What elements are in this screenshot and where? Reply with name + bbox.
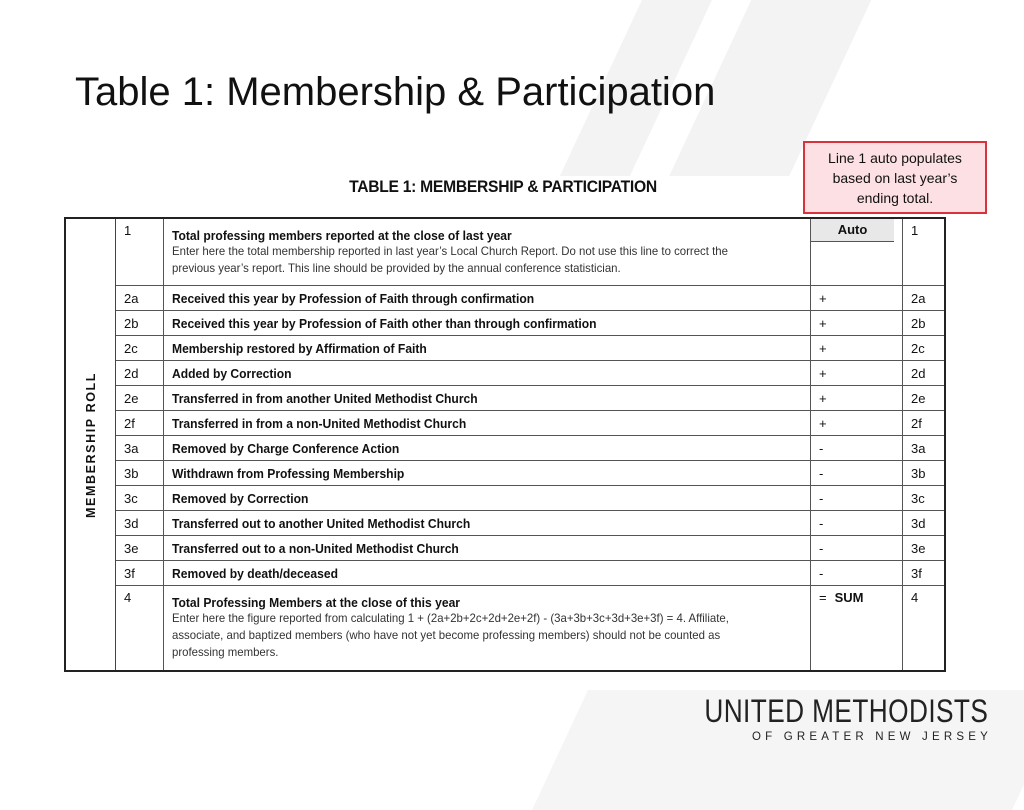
line-label: Removed by Correction	[172, 490, 309, 506]
line-sign: -	[811, 536, 903, 560]
table-row	[116, 536, 944, 561]
line-sign: -	[811, 436, 903, 460]
line-description	[164, 286, 811, 310]
line-description	[164, 361, 811, 385]
line-number: 3a	[116, 436, 164, 460]
line-label: Removed by Charge Conference Action	[172, 440, 400, 456]
line-number: 3b	[116, 461, 164, 485]
line-ref: 4	[911, 590, 919, 606]
line-ref: 3e	[911, 540, 926, 556]
line-number: 2a	[116, 286, 164, 310]
table-row	[116, 461, 944, 486]
line-title: Total Professing Members at the close of this year	[172, 595, 461, 611]
line-label: Transferred out to another United Methodist Church	[172, 515, 471, 531]
line-number: 2e	[116, 386, 164, 410]
line-ref: 3b	[911, 465, 926, 481]
line-sign: +	[811, 336, 903, 360]
line-label: Received this year by Profession of Faith through confirmation	[172, 290, 535, 306]
sign-prefix: =	[819, 590, 827, 606]
line-sign: +	[811, 386, 903, 410]
line-description	[164, 511, 811, 535]
line-number: 3e	[116, 536, 164, 560]
table-title: TABLE 1: MEMBERSHIP & PARTICIPATION	[349, 177, 657, 196]
line-number: 2c	[116, 336, 164, 360]
table-row	[116, 436, 944, 461]
line-sign: +	[811, 311, 903, 335]
slide-title: Table 1: Membership & Participation	[75, 70, 716, 114]
line-ref: 2a	[911, 290, 926, 306]
line-ref: 2f	[911, 415, 922, 431]
line-description	[164, 311, 811, 335]
line-description	[164, 411, 811, 435]
line-items	[116, 286, 944, 586]
line-sign	[811, 586, 903, 670]
table-row	[116, 411, 944, 436]
table-image	[54, 176, 952, 680]
line-label: Transferred out to a non-United Methodist Church	[172, 540, 459, 556]
line-number: 2f	[116, 411, 164, 435]
table-row	[116, 386, 944, 411]
line-ref: 3a	[911, 440, 926, 456]
table-row	[116, 311, 944, 336]
table-rows	[116, 219, 944, 670]
line-description	[164, 536, 811, 560]
line-label: Transferred in from another United Methodist Church	[172, 390, 478, 406]
line-ref: 2d	[911, 365, 926, 381]
line-sign: -	[811, 561, 903, 585]
line-number: 3f	[116, 561, 164, 585]
line-number: 2b	[116, 311, 164, 335]
line-instructions: Enter here the figure reported from calculating 1 + (2a+2b+2c+2d+2e+2f) - (3a+3b+3c+3d+3e+3f) = 4. Affiliate, associate, and baptized members (who have not yet become professing members) should not be counted as professing members.	[172, 611, 729, 660]
line-description	[164, 486, 811, 510]
line-label: Removed by death/deceased	[172, 565, 338, 581]
table-row	[116, 511, 944, 536]
line-sign: +	[811, 286, 903, 310]
line-description	[164, 336, 811, 360]
line-title: Total professing members reported at the close of last year	[172, 227, 512, 243]
logo-tagline: OF GREATER NEW JERSEY	[751, 731, 992, 743]
line-instructions: Enter here the total membership reported in last year’s Local Church Report. Do not use this line to correct the previous year’s report. This line should be provided by the annual conference statistician.	[172, 243, 728, 275]
line-description	[164, 586, 811, 670]
line-sign	[811, 219, 903, 285]
line-ref: 2e	[911, 390, 926, 406]
line-description	[164, 461, 811, 485]
table-row	[116, 586, 944, 670]
line-sign: +	[811, 411, 903, 435]
sum-label: SUM	[834, 590, 864, 606]
line-number: 1	[116, 219, 164, 285]
table-row	[116, 219, 944, 286]
line-label: Withdrawn from Professing Membership	[172, 465, 405, 481]
line-ref: 1	[911, 223, 919, 238]
line-ref: 3f	[911, 565, 922, 581]
line-sign: -	[811, 511, 903, 535]
line-ref: 3d	[911, 515, 926, 531]
line-label: Transferred in from a non-United Methodist Church	[172, 415, 467, 431]
side-label: MEMBERSHIP ROLL	[83, 371, 98, 518]
callout-note: Line 1 auto populates based on last year’s ending total.	[803, 141, 987, 214]
table-row	[116, 361, 944, 386]
logo-wordmark: UNITED METHODISTS	[704, 693, 988, 729]
line-label: Added by Correction	[172, 365, 292, 381]
table-row	[116, 561, 944, 586]
table-row	[116, 486, 944, 511]
line-description	[164, 219, 811, 285]
line-ref: 2b	[911, 315, 926, 331]
line-description	[164, 436, 811, 460]
line-sign: -	[811, 486, 903, 510]
line-number: 3d	[116, 511, 164, 535]
membership-table	[64, 217, 946, 672]
line-number: 3c	[116, 486, 164, 510]
line-number: 2d	[116, 361, 164, 385]
brand-logo	[642, 693, 992, 743]
line-description	[164, 561, 811, 585]
line-label: Received this year by Profession of Faith other than through confirmation	[172, 315, 597, 331]
line-ref: 2c	[911, 340, 925, 356]
line-sign: -	[811, 461, 903, 485]
line-sign: +	[811, 361, 903, 385]
auto-badge: Auto	[811, 219, 894, 242]
line-label: Membership restored by Affirmation of Faith	[172, 340, 427, 356]
line-number: 4	[116, 586, 164, 670]
line-ref: 3c	[911, 490, 925, 506]
side-label-column	[66, 219, 116, 670]
line-description	[164, 386, 811, 410]
table-row	[116, 286, 944, 311]
table-row	[116, 336, 944, 361]
